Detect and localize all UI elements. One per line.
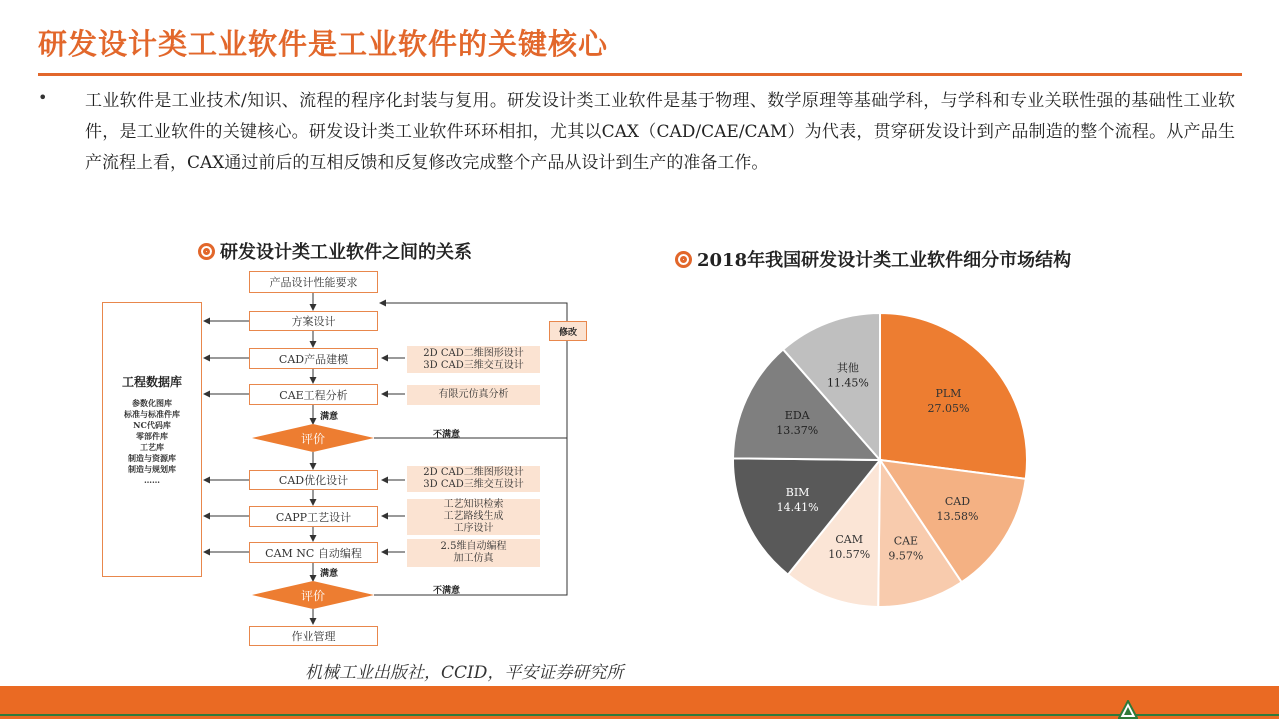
cad-optimization-box: CAD优化设计 [249,470,378,490]
pie-value-label: 10.57% [828,547,871,561]
cae-analysis-box: CAE工程分析 [249,384,378,405]
footer-line [0,714,1279,716]
note-line: 工艺知识检索 [443,499,504,510]
cae-note [407,385,540,405]
pie-label: CAD [944,495,971,509]
pie-value-label: 27.05% [927,401,970,415]
capp-design-box: CAPP工艺设计 [249,506,378,527]
pie-label: BIM [785,485,810,499]
pie-label: PLM [935,386,962,400]
intro-paragraph: 工业软件是工业技术/知识、流程的程序化封装与复用。研发设计类工业软件是基于物理、数学原理等基础学科，与学科和专业关联性强的基础性工业软件，是工业软件的关键核心。研发设计类工业软件环环相扣，尤其以CAX（CAD/CAE/CAM）为代表，贯穿研发设计到产品制造的整个流程。从产品生产流程上看，CAX通过前后的互相反馈和反复修改完成整个产品从设计到生产的准备工作。 [85,91,1235,173]
pie-label: CAE [893,534,919,548]
note-line: 工艺路线生成 [443,511,504,522]
capp-note [407,499,540,535]
database-item: …… [144,475,160,485]
database-item: 标准与标准件库 [124,409,180,419]
cam-nc-box: CAM NC 自动编程 [249,542,378,563]
evaluation-label: 评价 [300,589,326,603]
note-line: 3D CAD三维交互设计 [423,479,524,490]
database-title: 工程数据库 [121,375,182,389]
note-line: 2.5维自动编程 [440,541,507,552]
database-item: 参数化图库 [132,398,172,408]
cad-model-note [407,346,540,373]
note-line: 2D CAD二维图形设计 [423,467,524,478]
database-list [103,398,201,486]
pie-label: CAM [835,532,864,546]
cad-modeling-box: CAD产品建模 [249,348,378,369]
bullet-marker: • [38,88,48,107]
unsatisfied-label: 不满意 [433,430,461,440]
satisfied-label: 满意 [320,412,339,422]
note-line: 工序设计 [453,523,494,534]
note-line: 2D CAD二维图形设计 [423,347,524,359]
market-structure-pie [720,300,1040,620]
page-title: 研发设计类工业软件是工业软件的关键核心 [38,27,609,61]
pie-value-label: 9.57% [888,549,924,563]
scheme-design-box: 方案设计 [249,311,378,331]
requirement-box: 产品设计性能要求 [249,271,378,293]
note-line: 加工仿真 [453,553,494,564]
flowchart-title-text: 研发设计类工业软件之间的关系 [220,242,472,263]
database-item: 制造与规划库 [128,464,176,474]
database-item: NC代码库 [133,420,171,430]
satisfied-label: 满意 [320,569,339,579]
modify-label: 修改 [549,321,587,341]
note-line: 3D CAD三维交互设计 [423,359,524,371]
pie-chart-title-text: 2018年我国研发设计类工业软件细分市场结构 [697,250,1072,271]
database-item: 零部件库 [136,431,168,441]
job-management-box: 作业管理 [249,626,378,646]
company-logo-icon [1118,700,1138,719]
pie-label: 其他 [836,361,859,375]
engineering-database [102,302,202,577]
database-item: 制造与资源库 [128,453,176,463]
pie-value-label: 14.41% [776,500,819,514]
database-item: 工艺库 [140,442,164,452]
pie-value-label: 11.45% [826,376,869,390]
pie-value-label: 13.58% [936,510,979,524]
note-line: 有限元仿真分析 [438,389,509,400]
unsatisfied-label: 不满意 [433,586,461,596]
pie-label: EDA [784,408,810,422]
source-note: 机械工业出版社，CCID，平安证券研究所 [305,663,624,683]
pie-value-label: 13.37% [776,423,819,437]
cam-note [407,539,540,567]
cad-opt-note [407,466,540,492]
evaluation-label: 评价 [300,432,326,446]
